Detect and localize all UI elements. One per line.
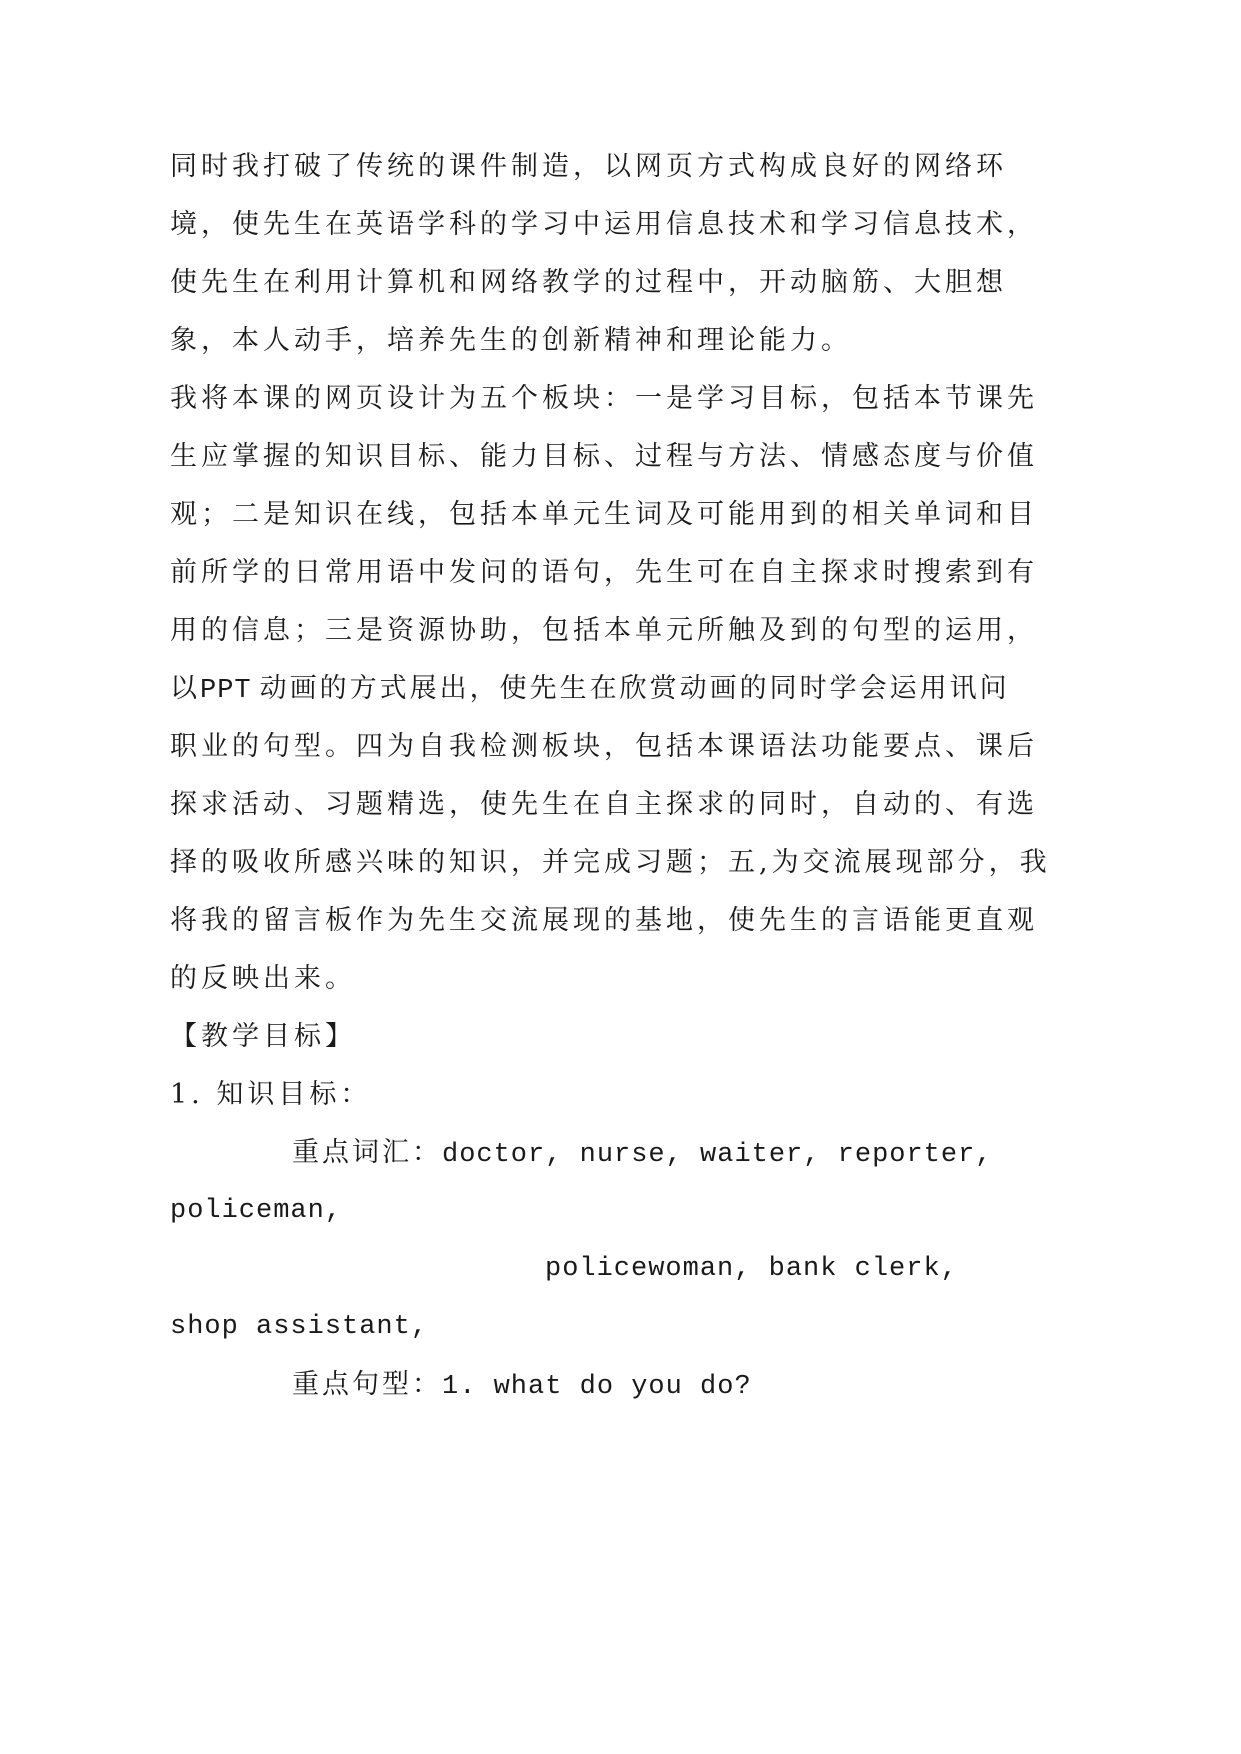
paragraph-1-line-4: 象，本人动手，培养先生的创新精神和理论能力。 bbox=[170, 325, 852, 356]
line-6-rest: 动画的方式展出，使先生在欣赏动画的同时学会运用讯问 bbox=[259, 673, 1010, 704]
paragraph-2-line-11: 的反映出来。 bbox=[170, 963, 356, 994]
vocab-line-3: policewoman, bank clerk, bbox=[545, 1254, 958, 1284]
vocab-line-4: shop assistant, bbox=[170, 1312, 429, 1342]
paragraph-2-line-1: 我将本课的网页设计为五个板块：一是学习目标，包括本节课先 bbox=[170, 383, 1038, 414]
paragraph-2-line-6 bbox=[170, 672, 1010, 708]
sentence-label: 重点句型： bbox=[292, 1369, 442, 1400]
vocab-line-2: policeman, bbox=[170, 1196, 343, 1226]
paragraph-2-line-7: 职业的句型。四为自我检测板块，包括本课语法功能要点、课后 bbox=[170, 731, 1038, 762]
vocab-label: 重点词汇： bbox=[292, 1137, 442, 1168]
section-heading: 【教学目标】 bbox=[170, 1021, 356, 1052]
objective-1: 1. 知识目标： bbox=[170, 1079, 372, 1110]
paragraph-2-line-8: 探求活动、习题精选，使先生在自主探求的同时，自动的、有选 bbox=[170, 789, 1038, 820]
paragraph-2-line-9: 择的吸收所感兴味的知识，并完成习题；五,为交流展现部分，我 bbox=[170, 847, 1051, 878]
paragraph-1-line-2: 境，使先生在英语学科的学习中运用信息技术和学习信息技术， bbox=[170, 209, 1038, 240]
paragraph-2-line-5: 用的信息；三是资源协助，包括本单元所触及到的句型的运用， bbox=[170, 615, 1038, 646]
line-6-prefix: 以 bbox=[170, 673, 200, 704]
paragraph-2-line-10: 将我的留言板作为先生交流展现的基地，使先生的言语能更直观 bbox=[170, 905, 1038, 936]
sentence-text: 1. what do you do? bbox=[442, 1372, 752, 1402]
sentence-line bbox=[292, 1368, 752, 1404]
paragraph-2-line-2: 生应掌握的知识目标、能力目标、过程与方法、情感态度与价值 bbox=[170, 441, 1038, 472]
ppt-text: PPT bbox=[200, 676, 252, 706]
paragraph-2-line-4: 前所学的日常用语中发问的语句，先生可在自主探求时搜索到有 bbox=[170, 557, 1038, 588]
vocab-line-1 bbox=[292, 1136, 992, 1172]
paragraph-1-line-3: 使先生在利用计算机和网络教学的过程中，开动脑筋、大胆想 bbox=[170, 267, 1007, 298]
paragraph-2-line-3: 观；二是知识在线，包括本单元生词及可能用到的相关单词和目 bbox=[170, 499, 1038, 530]
vocab-words-1: doctor, nurse, waiter, reporter, bbox=[442, 1140, 993, 1170]
paragraph-1-line-1: 同时我打破了传统的课件制造，以网页方式构成良好的网络环 bbox=[170, 151, 1007, 182]
